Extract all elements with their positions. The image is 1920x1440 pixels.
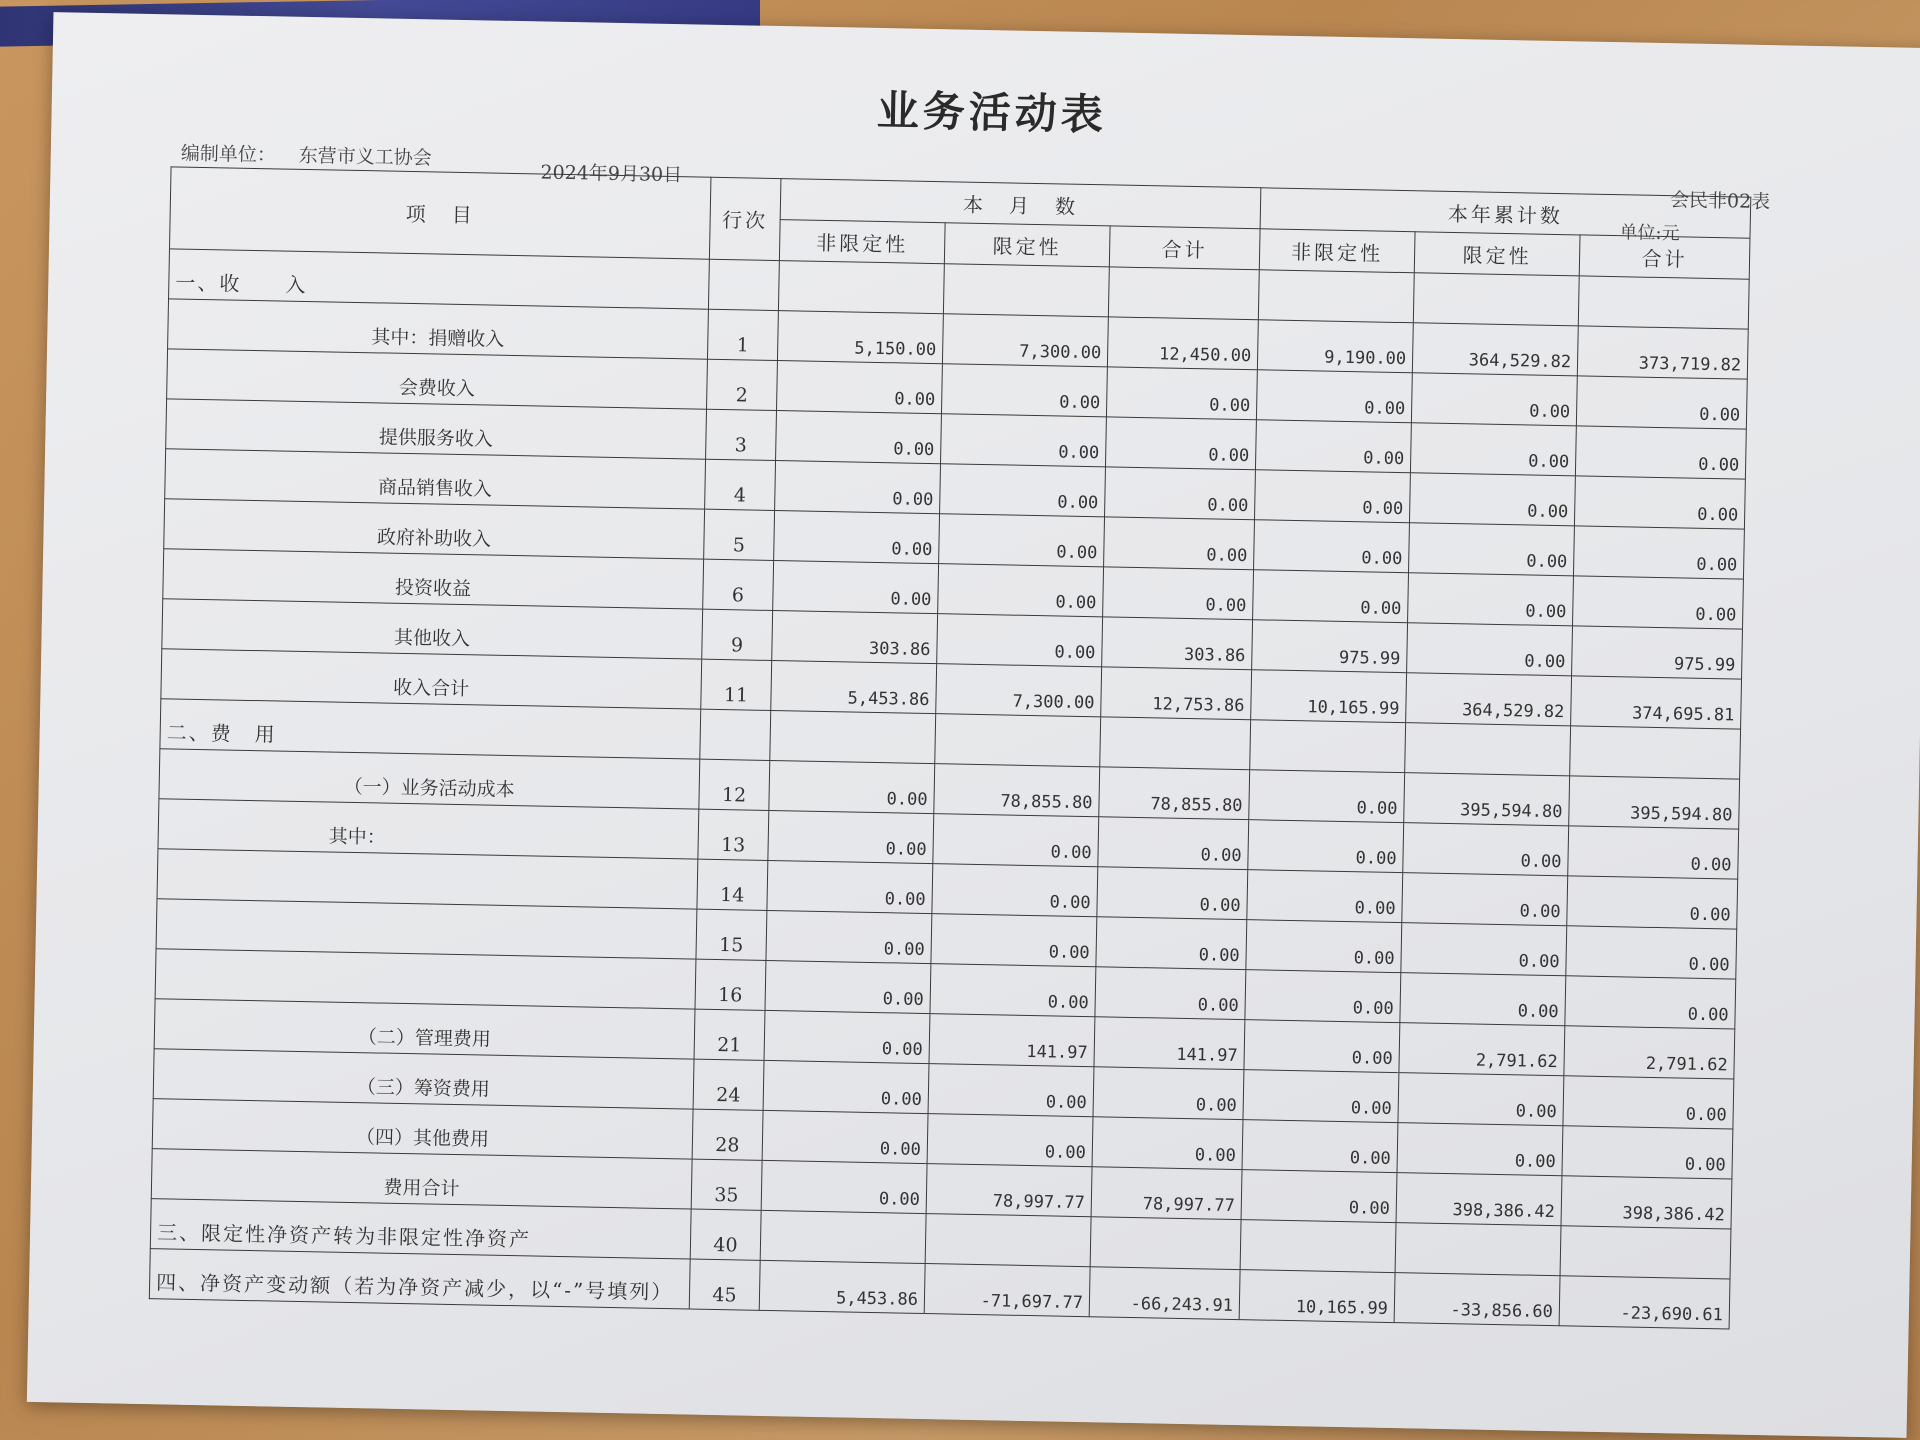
cell-ytd-restricted: 0.00 <box>1410 423 1576 476</box>
cell-ytd-total <box>1578 276 1749 329</box>
row-item-label: 投资收益 <box>163 549 704 609</box>
cell-ytd-unrestricted: 0.00 <box>1245 970 1401 1023</box>
cell-month-total: 78,997.77 <box>1091 1167 1242 1220</box>
cell-month-total: 0.00 <box>1096 917 1247 970</box>
row-item-label: 二、费 用 <box>160 699 701 759</box>
cell-month-unrestricted: 0.00 <box>775 461 941 514</box>
cell-ytd-restricted <box>1405 723 1571 776</box>
cell-ytd-unrestricted <box>1250 720 1406 773</box>
cell-ytd-total: 0.00 <box>1563 1076 1734 1129</box>
header-ytd-restricted: 限定性 <box>1414 232 1580 276</box>
cell-month-unrestricted: 5,453.86 <box>771 660 937 713</box>
cell-ytd-total: 395,594.80 <box>1569 776 1740 829</box>
row-item-label: 其他收入 <box>162 599 703 659</box>
row-item-label: （四）其他费用 <box>152 1099 693 1159</box>
row-line-number: 6 <box>703 559 774 610</box>
row-item-label: 其中： <box>158 799 699 859</box>
cell-month-restricted <box>943 264 1109 317</box>
row-item-label: （一）业务活动成本 <box>159 749 700 809</box>
cell-month-unrestricted: 0.00 <box>764 1010 930 1063</box>
cell-ytd-unrestricted: 975.99 <box>1252 620 1408 673</box>
cell-month-unrestricted: 0.00 <box>761 1160 927 1213</box>
cell-ytd-unrestricted: 0.00 <box>1255 420 1411 473</box>
cell-ytd-restricted: 398,386.42 <box>1396 1173 1562 1226</box>
cell-ytd-total: 398,386.42 <box>1561 1176 1732 1229</box>
cell-ytd-total: 0.00 <box>1565 976 1736 1029</box>
cell-month-total: 0.00 <box>1104 517 1255 570</box>
header-month-restricted: 限定性 <box>944 223 1110 267</box>
cell-month-unrestricted: 0.00 <box>767 860 933 913</box>
row-line-number: 14 <box>697 859 768 910</box>
row-item-label: 会费收入 <box>167 349 708 409</box>
report-date: 2024年9月30日 <box>540 161 683 187</box>
cell-month-restricted: 0.00 <box>927 1114 1093 1167</box>
cell-ytd-total: 0.00 <box>1567 876 1738 929</box>
row-line-number: 40 <box>690 1209 761 1260</box>
cell-ytd-restricted: 0.00 <box>1398 1073 1564 1126</box>
cell-month-unrestricted: 0.00 <box>763 1060 929 1113</box>
cell-month-restricted: 0.00 <box>932 864 1098 917</box>
cell-month-restricted: 0.00 <box>939 514 1105 567</box>
cell-month-total: -66,243.91 <box>1089 1267 1240 1320</box>
cell-ytd-total: 975.99 <box>1572 626 1743 679</box>
cell-month-restricted: 0.00 <box>937 614 1103 667</box>
unit-label: 编制单位： <box>180 142 277 167</box>
cell-ytd-unrestricted: 9,190.00 <box>1257 320 1413 373</box>
cell-ytd-total: 374,695.81 <box>1571 676 1742 729</box>
cell-ytd-unrestricted: 0.00 <box>1256 370 1412 423</box>
cell-month-total: 0.00 <box>1103 567 1254 620</box>
row-line-number: 16 <box>695 959 766 1010</box>
cell-month-restricted: 0.00 <box>931 914 1097 967</box>
cell-ytd-restricted: 364,529.82 <box>1406 673 1572 726</box>
cell-month-total: 0.00 <box>1106 367 1257 420</box>
cell-month-unrestricted: 0.00 <box>776 361 942 414</box>
cell-month-unrestricted: 0.00 <box>769 760 935 813</box>
report-title: 业务活动表 <box>876 85 1108 140</box>
row-item-label: 收入合计 <box>161 649 702 709</box>
row-item-label: 提供服务收入 <box>166 399 707 459</box>
cell-ytd-total <box>1570 726 1741 779</box>
header-ytd-unrestricted: 非限定性 <box>1259 229 1415 273</box>
row-line-number: 28 <box>692 1109 763 1160</box>
cell-month-total: 0.00 <box>1095 967 1246 1020</box>
cell-month-unrestricted: 5,453.86 <box>759 1260 925 1313</box>
cell-month-total <box>1108 267 1259 320</box>
cell-ytd-restricted: 0.00 <box>1411 373 1577 426</box>
cell-ytd-unrestricted: 0.00 <box>1253 570 1409 623</box>
cell-ytd-unrestricted: 0.00 <box>1242 1120 1398 1173</box>
cell-month-restricted: 0.00 <box>941 414 1107 467</box>
cell-ytd-restricted: 2,791.62 <box>1399 1023 1565 1076</box>
row-item-label: 一、收 入 <box>169 249 710 309</box>
row-line-number: 35 <box>691 1159 762 1210</box>
cell-month-unrestricted: 0.00 <box>762 1110 928 1163</box>
cell-ytd-unrestricted: 0.00 <box>1248 820 1404 873</box>
header-month-total: 合计 <box>1109 226 1260 270</box>
row-item-label: 商品销售收入 <box>165 449 706 509</box>
header-ytd-total: 合计 <box>1579 235 1750 279</box>
cell-ytd-restricted: 395,594.80 <box>1404 773 1570 826</box>
row-line-number <box>700 709 771 760</box>
cell-ytd-unrestricted <box>1240 1220 1396 1273</box>
cell-month-unrestricted <box>770 710 936 763</box>
activity-table <box>149 166 1752 1329</box>
cell-ytd-unrestricted: 0.00 <box>1244 1020 1400 1073</box>
cell-month-restricted: -71,697.77 <box>924 1264 1090 1317</box>
unit-name: 东营市义工协会 <box>298 144 433 170</box>
cell-ytd-restricted: 0.00 <box>1401 923 1567 976</box>
cell-month-unrestricted: 0.00 <box>773 561 939 614</box>
row-item-label: 四、净资产变动额（若为净资产减少，以“-”号填列） <box>149 1249 690 1309</box>
cell-month-total: 0.00 <box>1093 1067 1244 1120</box>
row-line-number: 2 <box>707 359 778 410</box>
cell-month-total <box>1100 717 1251 770</box>
row-line-number: 5 <box>704 509 775 560</box>
row-line-number: 13 <box>698 809 769 860</box>
row-line-number: 1 <box>707 309 778 360</box>
cell-ytd-unrestricted: 0.00 <box>1254 520 1410 573</box>
cell-ytd-unrestricted: 10,165.99 <box>1239 1270 1395 1323</box>
cell-month-unrestricted <box>778 261 944 314</box>
cell-month-restricted: 7,300.00 <box>936 664 1102 717</box>
header-ytd: 本年累计数 <box>1260 188 1751 238</box>
cell-ytd-restricted: 0.00 <box>1403 823 1569 876</box>
cell-month-restricted: 0.00 <box>938 564 1104 617</box>
cell-ytd-unrestricted: 10,165.99 <box>1251 670 1407 723</box>
cell-ytd-total <box>1560 1226 1731 1279</box>
cell-ytd-total: 2,791.62 <box>1564 1026 1735 1079</box>
cell-month-restricted: 78,997.77 <box>926 1164 1092 1217</box>
cell-month-total: 12,753.86 <box>1101 667 1252 720</box>
cell-month-restricted: 0.00 <box>933 814 1099 867</box>
row-line-number: 9 <box>702 609 773 660</box>
cell-month-unrestricted: 0.00 <box>768 810 934 863</box>
cell-ytd-total: 0.00 <box>1574 526 1745 579</box>
cell-ytd-restricted <box>1413 273 1579 326</box>
cell-month-unrestricted: 303.86 <box>772 610 938 663</box>
cell-month-restricted <box>925 1214 1091 1267</box>
cell-ytd-total: 0.00 <box>1566 926 1737 979</box>
row-line-number: 11 <box>701 659 772 710</box>
form-code: 会民非02表 <box>1669 189 1771 214</box>
cell-ytd-total: 0.00 <box>1573 576 1744 629</box>
cell-month-total: 78,855.80 <box>1099 767 1250 820</box>
row-line-number: 45 <box>689 1259 760 1310</box>
cell-ytd-total: 0.00 <box>1562 1126 1733 1179</box>
row-line-number: 15 <box>696 909 767 960</box>
cell-month-total <box>1090 1217 1241 1270</box>
cell-ytd-total: 373,719.82 <box>1577 326 1748 379</box>
row-item-label: 政府补助收入 <box>164 499 705 559</box>
cell-month-unrestricted: 0.00 <box>766 910 932 963</box>
cell-ytd-restricted <box>1395 1223 1561 1276</box>
cell-ytd-total: 0.00 <box>1568 826 1739 879</box>
row-line-number: 24 <box>693 1059 764 1110</box>
cell-month-restricted: 78,855.80 <box>934 764 1100 817</box>
cell-ytd-total: 0.00 <box>1574 476 1745 529</box>
cell-ytd-restricted: 0.00 <box>1409 523 1575 576</box>
cell-month-unrestricted: 0.00 <box>774 511 940 564</box>
cell-month-restricted <box>935 714 1101 767</box>
header-month: 本 月 数 <box>780 179 1261 229</box>
row-item-label: 三、限定性净资产转为非限定性净资产 <box>150 1199 691 1259</box>
report-sheet <box>27 12 1920 1438</box>
cell-ytd-unrestricted: 0.00 <box>1246 920 1402 973</box>
cell-ytd-restricted: -33,856.60 <box>1394 1273 1560 1326</box>
row-item-label: 其中：捐赠收入 <box>168 299 709 359</box>
header-line: 行次 <box>709 177 781 260</box>
cell-ytd-unrestricted: 0.00 <box>1249 770 1405 823</box>
currency-unit: 单位:元 <box>1619 222 1680 245</box>
cell-month-unrestricted: 0.00 <box>765 960 931 1013</box>
cell-ytd-restricted: 0.00 <box>1407 623 1573 676</box>
row-line-number: 4 <box>705 459 776 510</box>
cell-month-total: 0.00 <box>1097 867 1248 920</box>
row-item-label: 费用合计 <box>151 1149 692 1209</box>
cell-month-total: 303.86 <box>1102 617 1253 670</box>
cell-month-restricted: 0.00 <box>930 964 1096 1017</box>
cell-month-total: 141.97 <box>1094 1017 1245 1070</box>
row-item-label: （三）筹资费用 <box>153 1049 694 1109</box>
cell-month-total: 0.00 <box>1098 817 1249 870</box>
cell-month-total: 0.00 <box>1092 1117 1243 1170</box>
cell-ytd-restricted: 0.00 <box>1402 873 1568 926</box>
cell-ytd-restricted: 0.00 <box>1408 573 1574 626</box>
row-line-number: 21 <box>694 1009 765 1060</box>
cell-ytd-unrestricted <box>1258 270 1414 323</box>
row-line-number: 3 <box>706 409 777 460</box>
cell-month-restricted: 0.00 <box>928 1064 1094 1117</box>
cell-ytd-unrestricted: 0.00 <box>1247 870 1403 923</box>
cell-ytd-restricted: 0.00 <box>1409 473 1575 526</box>
cell-month-restricted: 0.00 <box>941 364 1107 417</box>
cell-month-restricted: 7,300.00 <box>942 314 1108 367</box>
cell-month-unrestricted <box>760 1210 926 1263</box>
cell-ytd-restricted: 0.00 <box>1400 973 1566 1026</box>
cell-ytd-unrestricted: 0.00 <box>1255 470 1411 523</box>
cell-ytd-restricted: 364,529.82 <box>1412 323 1578 376</box>
cell-month-restricted: 0.00 <box>940 464 1106 517</box>
cell-month-restricted: 141.97 <box>929 1014 1095 1067</box>
cell-ytd-total: -23,690.61 <box>1559 1276 1730 1329</box>
cell-ytd-total: 0.00 <box>1575 426 1746 479</box>
row-line-number <box>708 259 779 310</box>
cell-month-total: 12,450.00 <box>1107 317 1258 370</box>
row-item-label: （二）管理费用 <box>154 999 695 1059</box>
cell-month-unrestricted: 0.00 <box>776 411 942 464</box>
cell-ytd-total: 0.00 <box>1576 376 1747 429</box>
cell-ytd-unrestricted: 0.00 <box>1243 1070 1399 1123</box>
cell-month-total: 0.00 <box>1105 467 1256 520</box>
table-body <box>149 249 1749 1329</box>
cell-month-unrestricted: 5,150.00 <box>777 311 943 364</box>
header-item: 项 目 <box>169 167 710 259</box>
cell-ytd-unrestricted: 0.00 <box>1241 1170 1397 1223</box>
cell-month-total: 0.00 <box>1105 417 1256 470</box>
cell-ytd-restricted: 0.00 <box>1397 1123 1563 1176</box>
header-month-unrestricted: 非限定性 <box>779 220 945 264</box>
row-line-number: 12 <box>699 759 770 810</box>
